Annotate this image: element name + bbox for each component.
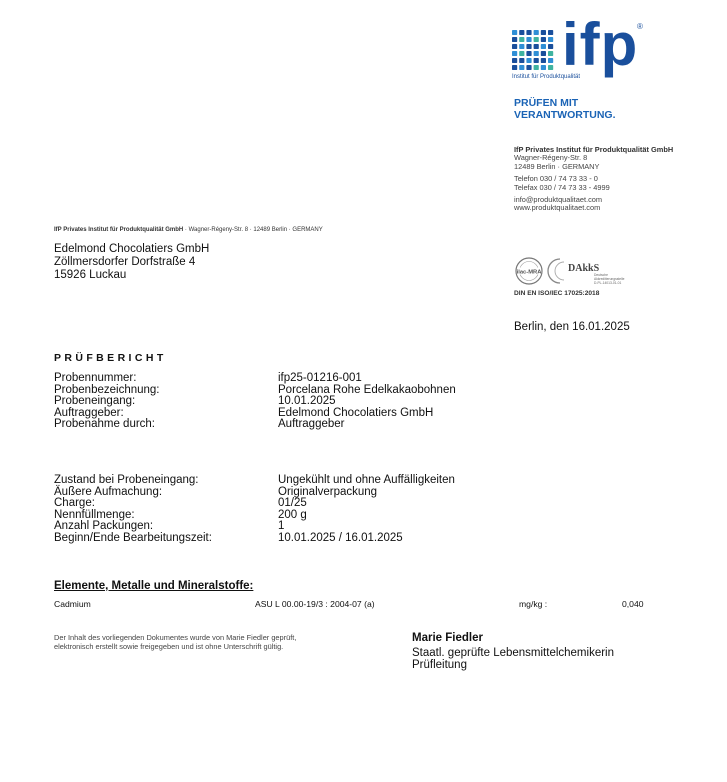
- ilac-text: ilac-MRA: [516, 269, 542, 276]
- recipient-address: [54, 243, 209, 282]
- logo-dot: [534, 37, 539, 42]
- logo-dot: [548, 30, 553, 35]
- dakks-logo: [548, 259, 625, 285]
- detail-label: Probenbezeichnung:: [54, 383, 160, 396]
- accreditation-badges-icon: [514, 256, 644, 286]
- footer-note-line-2: elektronisch erstellt sowie freigegeben und ist ohne Unterschrift gültig.: [54, 641, 284, 651]
- footer-note-line-1: Der Inhalt des vorliegenden Dokumentes wurde von Marie Fiedler geprüft,: [54, 633, 297, 642]
- logo-dot: [526, 65, 531, 70]
- report-title: PRÜFBERICHT: [54, 352, 167, 364]
- detail-row: [54, 533, 455, 545]
- detail-label: Probeneingang:: [54, 395, 136, 408]
- company-email: info@produktqualitaet.com: [514, 195, 603, 205]
- logo-dot: [512, 58, 517, 63]
- detail-value: 200 g: [278, 508, 307, 521]
- ilac-mra-logo: [516, 258, 542, 284]
- detail-label: Anzahl Packungen:: [54, 520, 154, 533]
- sample-condition-details: [54, 475, 455, 545]
- logo-dot: [541, 65, 546, 70]
- detail-label: Äußere Aufmachung:: [54, 485, 163, 498]
- logo-dot: [541, 51, 546, 56]
- dakks-sub-1: Deutsche: [594, 273, 608, 277]
- logo-dot: [526, 44, 531, 49]
- detail-row: [54, 373, 456, 385]
- signatory-name: Marie Fiedler: [412, 632, 483, 644]
- result-unit: mg/kg :: [519, 599, 548, 609]
- result-method: ASU L 00.00-19/3 : 2004-07 (a): [255, 599, 375, 609]
- result-value: 0,040: [622, 599, 644, 609]
- detail-value: 10.01.2025: [278, 395, 336, 408]
- logo-dot: [519, 44, 524, 49]
- detail-value: Edelmond Chocolatiers GmbH: [278, 406, 434, 419]
- company-name: IfP Privates Institut für Produktqualität GmbH: [514, 145, 674, 154]
- detail-value: ifp25-01216-001: [278, 372, 362, 384]
- company-fax: Telefax 030 / 74 73 33 - 4999: [514, 182, 610, 192]
- iso-standard: DIN EN ISO/IEC 17025:2018: [514, 290, 600, 297]
- logo-registered-mark: ®: [637, 22, 643, 31]
- ifp-logo: [512, 11, 643, 80]
- detail-label: Probennummer:: [54, 372, 137, 384]
- footer-note: [54, 634, 296, 651]
- company-web: www.produktqualitaet.com: [514, 203, 601, 213]
- detail-value: Ungekühlt und ohne Auffälligkeiten: [278, 474, 455, 486]
- result-parameter: Cadmium: [54, 599, 91, 609]
- logo-dot-grid-icon: [512, 30, 556, 72]
- detail-row: [54, 419, 456, 431]
- detail-label: Zustand bei Probeneingang:: [54, 474, 199, 486]
- section-title: Elemente, Metalle und Mineralstoffe:: [54, 580, 254, 592]
- logo-dot: [548, 37, 553, 42]
- report-date: Berlin, den 16.01.2025: [514, 321, 630, 333]
- detail-value: 10.01.2025 / 16.01.2025: [278, 531, 403, 544]
- tagline-line-2: VERANTWORTUNG.: [514, 108, 616, 121]
- logo-subtitle: Institut für Produktqualität: [512, 74, 581, 80]
- detail-value: 1: [278, 520, 285, 533]
- logo-dot: [512, 51, 517, 56]
- sample-details: [54, 373, 456, 431]
- logo-dot: [519, 65, 524, 70]
- logo-dot: [541, 58, 546, 63]
- logo-dot: [526, 37, 531, 42]
- company-address: [514, 146, 673, 213]
- logo-dot: [534, 65, 539, 70]
- logo-dot: [541, 37, 546, 42]
- logo-dot: [548, 44, 553, 49]
- detail-value: Originalverpackung: [278, 485, 378, 498]
- logo-dot: [512, 37, 517, 42]
- detail-value: Auftraggeber: [278, 418, 345, 431]
- logo-dot: [548, 65, 553, 70]
- logo-dot: [534, 58, 539, 63]
- logo-dot: [526, 51, 531, 56]
- recipient-line-1: Edelmond Chocolatiers GmbH: [54, 243, 210, 255]
- accreditation-logos: [514, 256, 644, 286]
- logo-dot: [541, 30, 546, 35]
- logo-dot: [519, 37, 524, 42]
- logo-dot: [519, 58, 524, 63]
- logo-dot: [512, 44, 517, 49]
- tagline-line-1: PRÜFEN MIT: [514, 97, 579, 109]
- logo-dot: [526, 30, 531, 35]
- detail-label: Charge:: [54, 497, 95, 510]
- logo-dot: [548, 58, 553, 63]
- logo-dot: [519, 30, 524, 35]
- logo-dot: [541, 44, 546, 49]
- logo-dot: [519, 51, 524, 56]
- signatory-title: Staatl. geprüfte Lebensmittelchemikerin: [412, 647, 614, 659]
- logo-dot: [534, 30, 539, 35]
- sender-address: · Wagner-Régeny-Str. 8 · 12489 Berlin · GERMANY: [183, 227, 323, 233]
- recipient-line-3: 15926 Luckau: [54, 269, 127, 281]
- company-phone: Telefon 030 / 74 73 33 - 0: [514, 174, 598, 184]
- logo-dot: [534, 51, 539, 56]
- dakks-sub-2: Akkreditierungsstelle: [594, 277, 625, 281]
- detail-label: Auftraggeber:: [54, 406, 124, 419]
- detail-value: 01/25: [278, 497, 307, 510]
- sender-name: IfP Privates Institut für Produktqualität GmbH: [54, 227, 184, 233]
- logo-dot: [512, 30, 517, 35]
- detail-label: Probenahme durch:: [54, 418, 156, 431]
- recipient-line-2: Zöllmersdorfer Dorfstraße 4: [54, 256, 196, 268]
- dakks-text: DAkkS: [568, 263, 600, 274]
- detail-label: Beginn/Ende Bearbeitungszeit:: [54, 531, 212, 544]
- dakks-sub-3: D-PL-14013-01-01: [594, 281, 622, 285]
- detail-label: Nennfüllmenge:: [54, 508, 135, 521]
- logo-brand-text: ifp: [562, 11, 639, 78]
- signatory-role: Prüfleitung: [412, 659, 467, 672]
- logo-dot: [512, 65, 517, 70]
- logo-dot: [526, 58, 531, 63]
- detail-value: Porcelana Rohe Edelkakaobohnen: [278, 383, 456, 396]
- sender-line: [54, 227, 323, 233]
- signatory-info: [412, 647, 614, 672]
- detail-row: [54, 475, 455, 487]
- tagline: [514, 98, 616, 121]
- company-city: 12489 Berlin · GERMANY: [514, 161, 600, 171]
- company-street: Wagner-Régeny-Str. 8: [514, 153, 588, 163]
- logo-dot: [534, 44, 539, 49]
- logo-dot: [548, 51, 553, 56]
- detail-row: [54, 487, 455, 499]
